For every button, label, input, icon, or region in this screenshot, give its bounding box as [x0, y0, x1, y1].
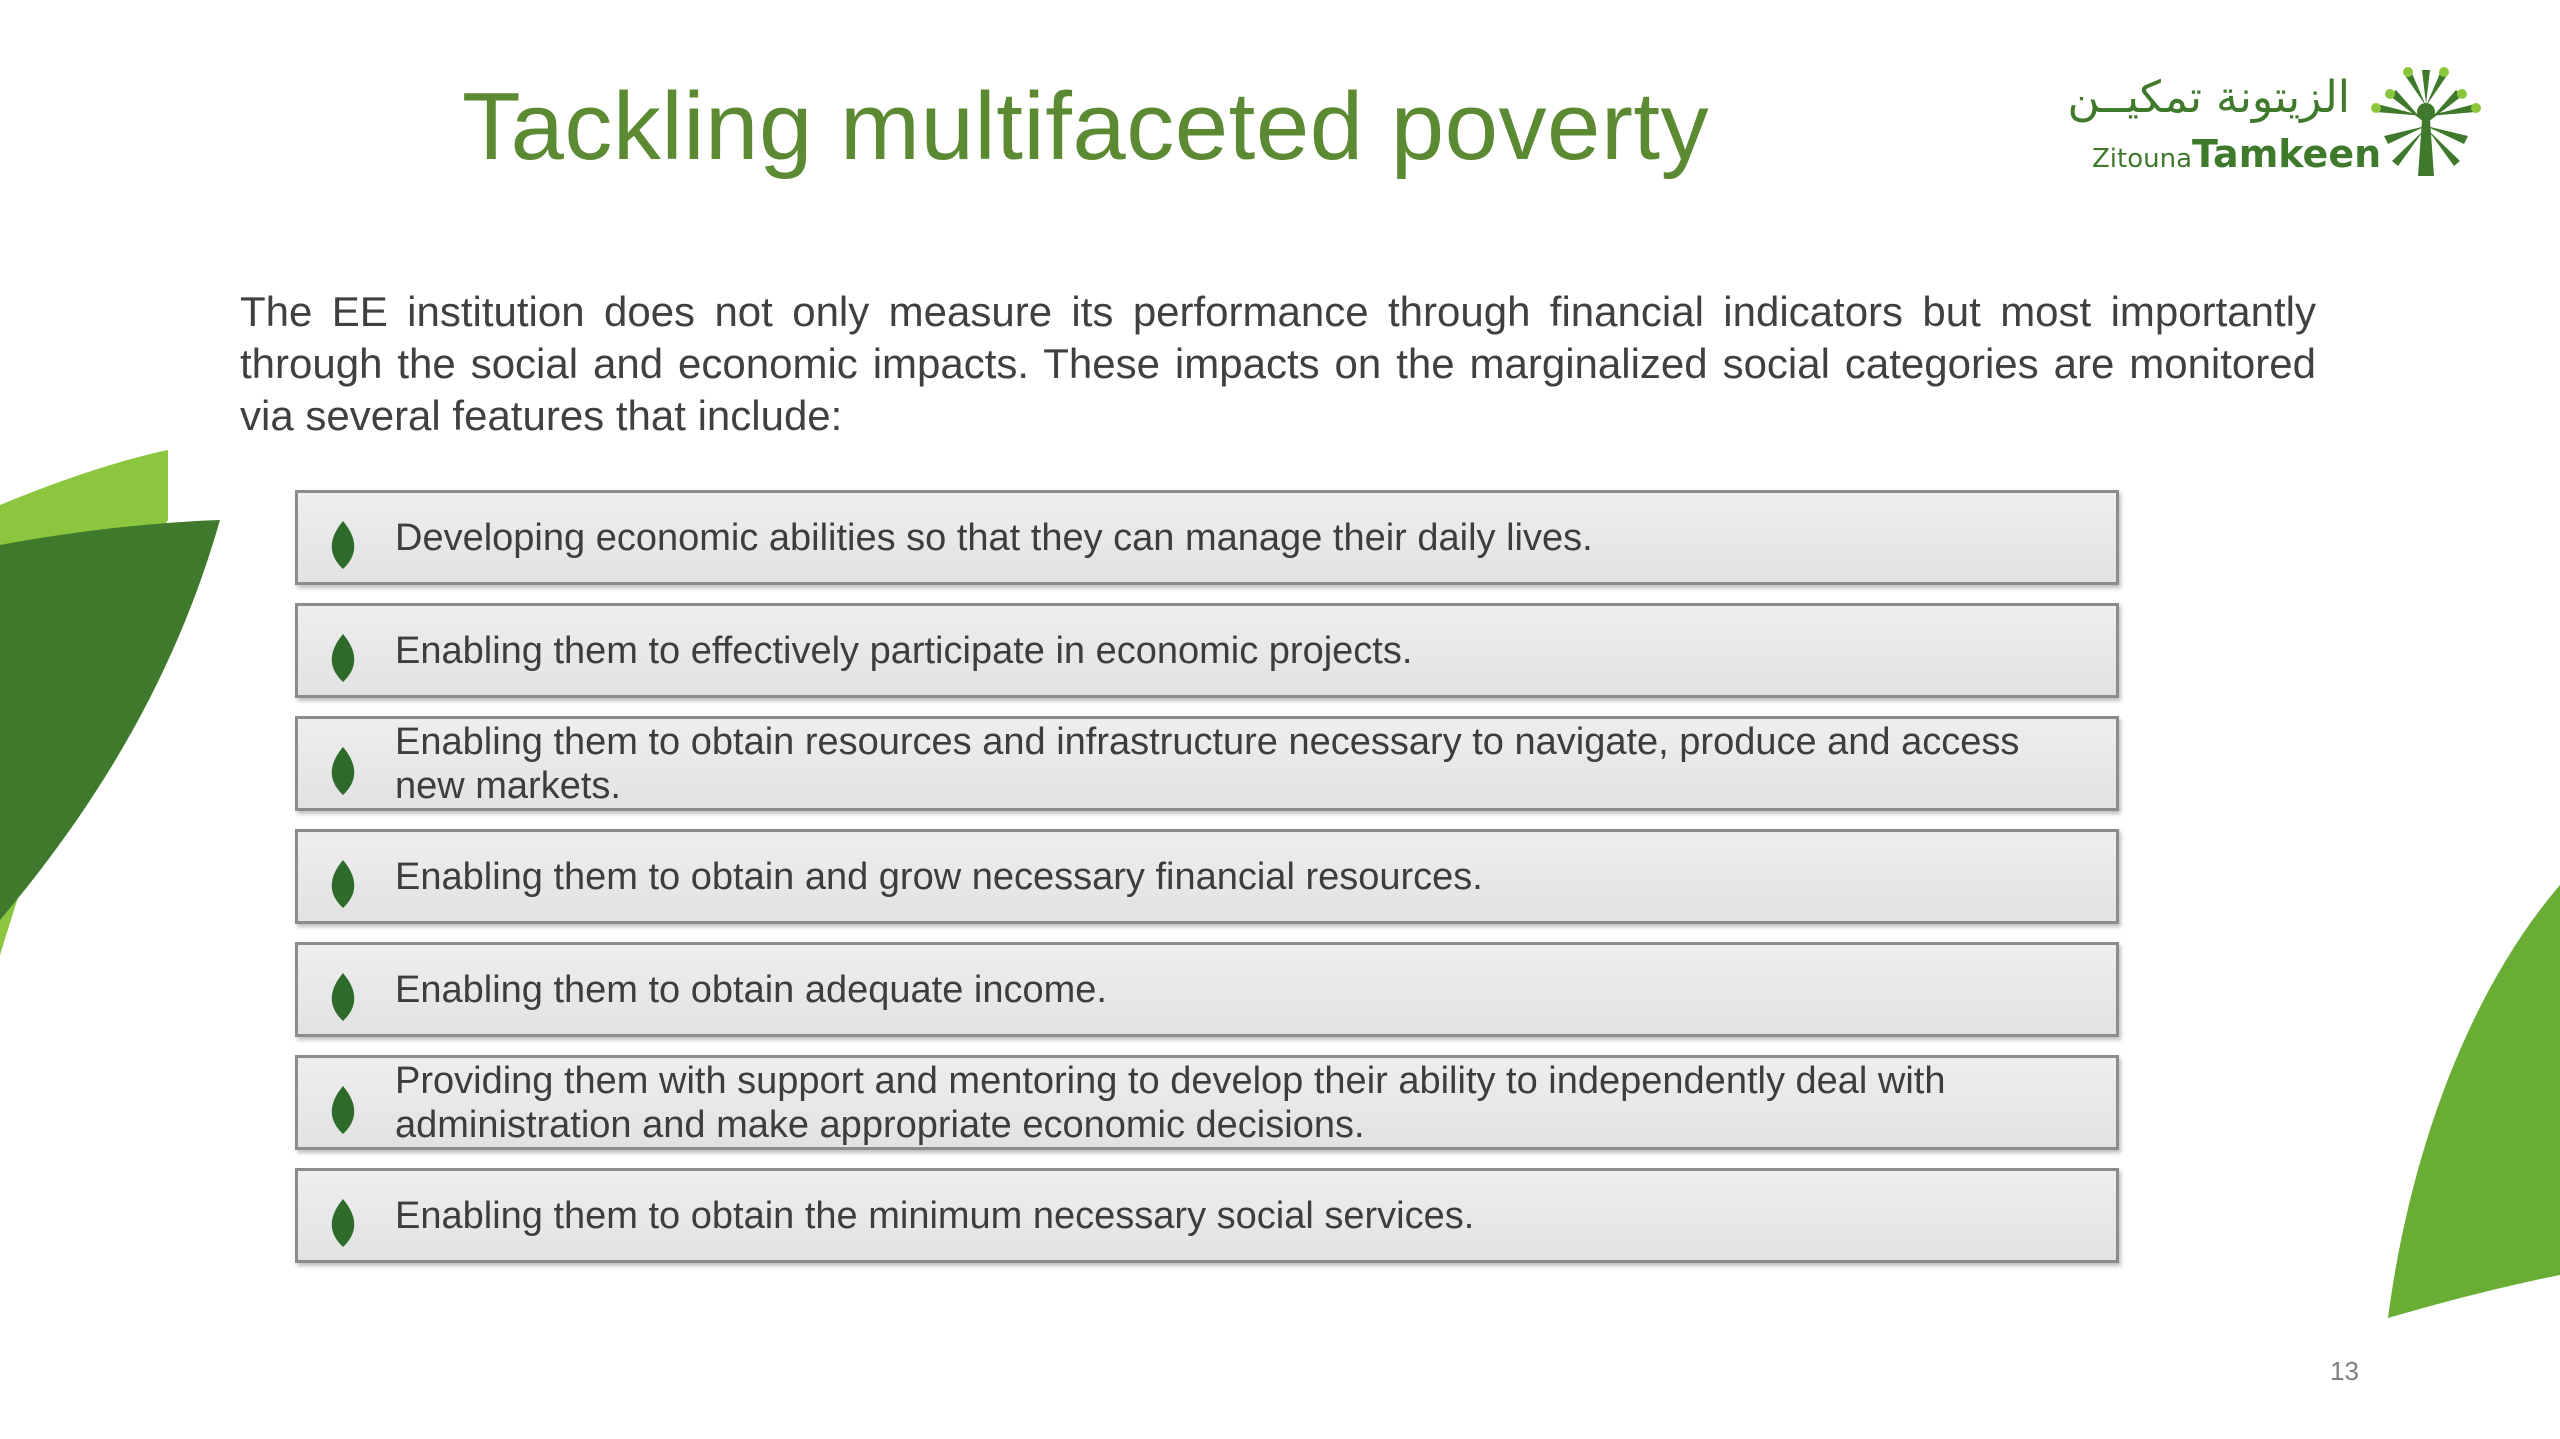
slide-title: Tackling multifaceted poverty	[462, 73, 1710, 180]
list-item	[295, 1168, 2119, 1263]
list-item-text: Enabling them to obtain resources and infrastructure necessary to navigate, produce and access new markets.	[395, 720, 2020, 807]
leaf-bullet-icon	[328, 973, 358, 1021]
list-item-text: Enabling them to effectively participate in economic projects.	[395, 629, 1413, 672]
page-number: 13	[2330, 1356, 2359, 1386]
list-item	[295, 490, 2119, 585]
list-item-text: Developing economic abilities so that they can manage their daily lives.	[395, 516, 1593, 559]
zitouna-tamkeen-logo	[2067, 66, 2490, 186]
logo-latin-text	[2092, 132, 2381, 176]
list-item	[295, 829, 2119, 924]
list-item	[295, 1055, 2119, 1150]
list-item	[295, 603, 2119, 698]
tree-of-people-icon	[2368, 66, 2484, 182]
intro-paragraph: The EE institution does not only measure its performance through financial indicators but most importantly through the social and economic impacts. These impacts on the marginalized social categories are monitored via several features that include:	[240, 288, 2316, 439]
list-item	[295, 716, 2119, 811]
leaf-bullet-icon	[328, 521, 358, 569]
leaf-bullet-icon	[328, 747, 358, 795]
leaf-bullet-icon	[328, 634, 358, 682]
list-item-text: Enabling them to obtain the minimum necessary social services.	[395, 1194, 1475, 1237]
logo-arabic-text: الزيتونة تمكيــن	[2067, 72, 2350, 123]
logo-word-tamkeen: Tamkeen	[2192, 132, 2382, 176]
feature-list	[295, 490, 2119, 1281]
leaf-bullet-icon	[328, 1199, 358, 1247]
list-item-text: Enabling them to obtain and grow necessary financial resources.	[395, 855, 1483, 898]
leaf-bullet-icon	[328, 1086, 358, 1134]
list-item-text: Providing them with support and mentoring to develop their ability to independently deal with administration and make appropriate economic decisions.	[395, 1059, 1946, 1146]
list-item-text: Enabling them to obtain adequate income.	[395, 968, 1107, 1011]
left-leaf-dark	[0, 520, 220, 920]
left-leaf-light	[0, 450, 168, 955]
logo-word-zitouna: Zitouna	[2092, 144, 2193, 174]
list-item	[295, 942, 2119, 1037]
right-leaf	[2388, 885, 2560, 1318]
leaf-bullet-icon	[328, 860, 358, 908]
